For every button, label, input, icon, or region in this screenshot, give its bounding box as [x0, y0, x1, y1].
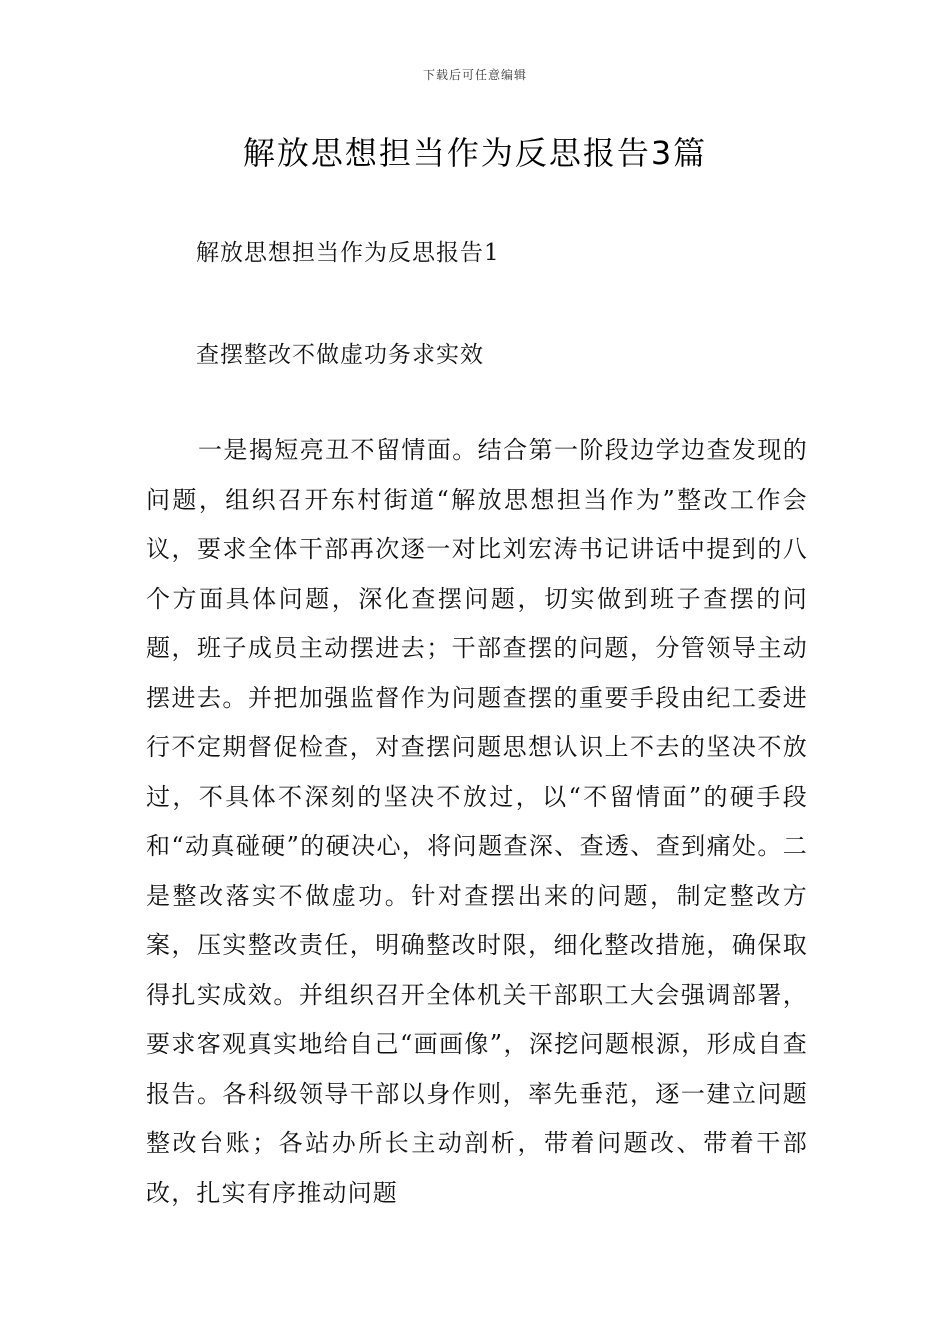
section-subheading: 查摆整改不做虚功务求实效 — [196, 342, 484, 368]
section-heading: 解放思想担当作为反思报告1 — [196, 240, 500, 266]
body-paragraph: 一是揭短亮丑不留情面。结合第一阶段边学边查发现的问题，组织召开东村街道“解放思想担当作为”整改工作会议，要求全体干部再次逐一对比刘宏涛书记讲话中提到的八个方面具体问题，深化查摆问题，切实做到班子查摆的问题，班子成员主动摆进去；干部查摆的问题，分管领导主动摆进去。并把加强监督作为问题查摆的重要手段由纪工委进行不定期督促检查，对查摆问题思想认识上不去的坚决不放过，不具体不深刻的坚决不放过，以“不留情面”的硬手段和“动真碰硬”的硬决心，将问题查深、查透、查到痛处。二是整改落实不做虚功。针对查摆出来的问题，制定整改方案，压实整改责任，明确整改时限，细化整改措施，确保取得扎实成效。并组织召开全体机关干部职工大会强调部署，要求客观真实地给自己“画画像”，深挖问题根源，形成自查报告。各科级领导干部以身作则，率先垂范，逐一建立问题整改台账；各站办所长主动剖析，带着问题改、带着干部改，扎实有序推动问题 — [146, 436, 808, 1207]
document-title: 解放思想担当作为反思报告3篇 — [242, 134, 708, 172]
header-note: 下载后可任意编辑 — [422, 68, 527, 82]
